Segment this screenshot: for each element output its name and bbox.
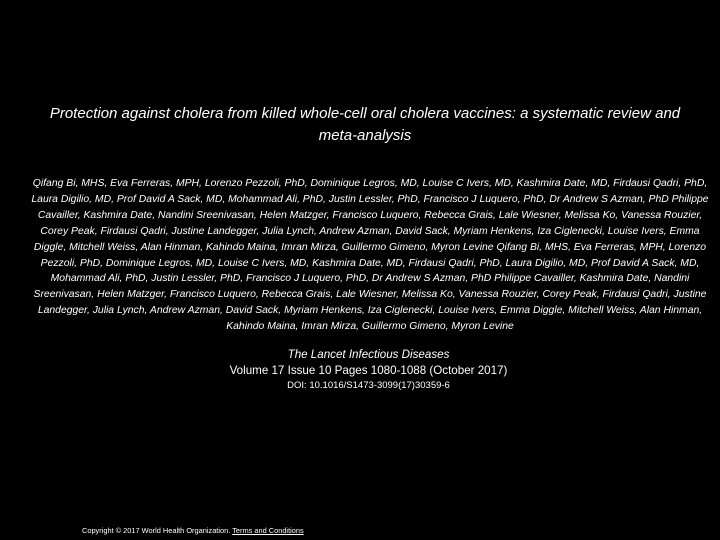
journal-name: The Lancet Infectious Diseases	[287, 348, 450, 361]
footer	[82, 526, 304, 536]
copyright-text: Copyright © 2017 World Health Organization.	[82, 526, 231, 535]
volume-info: Volume 17 Issue 10 Pages 1080-1088 (October 2017)	[229, 364, 508, 377]
article-title: Protection against cholera from killed whole-cell oral cholera vaccines: a systematic review and meta-analysis	[49, 105, 681, 144]
author-list: Qifang Bi, MHS, Eva Ferreras, MPH, Lorenzo Pezzoli, PhD, Dominique Legros, MD, Louise C Ivers, MD, Kashmira Date, MD, Firdausi Qadri, PhD, Laura Digilio, MD, Prof David A Sack, MD, Mohammad Ali, PhD, Justin Lessler, PhD, Francisco J Luquero, PhD, Dr Andrew S Azman, PhD Philippe Cavailler, Kashmira Date, Nandini Sreenivasan, Helen Matzger, Francisco Luquero, Rebecca Grais, Lale Wiesner, Melissa Ko, Vanessa Rouzier, Corey Peak, Firdausi Qadri, Justine Landegger, Julia Lynch, Andrew Azman, David Sack, Myriam Henkens, Iza Ciglenecki, Louise Ivers, Emma Diggle, Mitchell Weiss, Alan Hinman, Kahindo Maina, Imran Mirza, Guillermo Gimeno, Myron Levine Qifang Bi, MHS, Eva Ferreras, MPH, Lorenzo Pezzoli, PhD, Dominique Legros, MD, Louise C Ivers, MD, Kashmira Date, MD, Firdausi Qadri, PhD, Laura Digilio, MD, Prof David A Sack, MD, Mohammad Ali, PhD, Justin Lessler, PhD, Francisco J Luquero, PhD, Dr Andrew S Azman, PhD Philippe Cavailler, Kashmira Date, Nandini Sreenivasan, Helen Matzger, Francisco Luquero, Rebecca Grais, Lale Wiesner, Melissa Ko, Vanessa Rouzier, Corey Peak, Firdausi Qadri, Justine Landegger, Julia Lynch, Andrew Azman, David Sack, Myriam Henkens, Iza Ciglenecki, Louise Ivers, Emma Diggle, Mitchell Weiss, Alan Hinman, Kahindo Maina, Imran Mirza, Guillermo Gimeno, Myron Levine	[31, 178, 709, 333]
citation-block	[100, 347, 637, 393]
doi-text: DOI: 10.1016/S1473-3099(17)30359-6	[287, 380, 450, 391]
terms-link[interactable]: Terms and Conditions	[232, 526, 304, 535]
